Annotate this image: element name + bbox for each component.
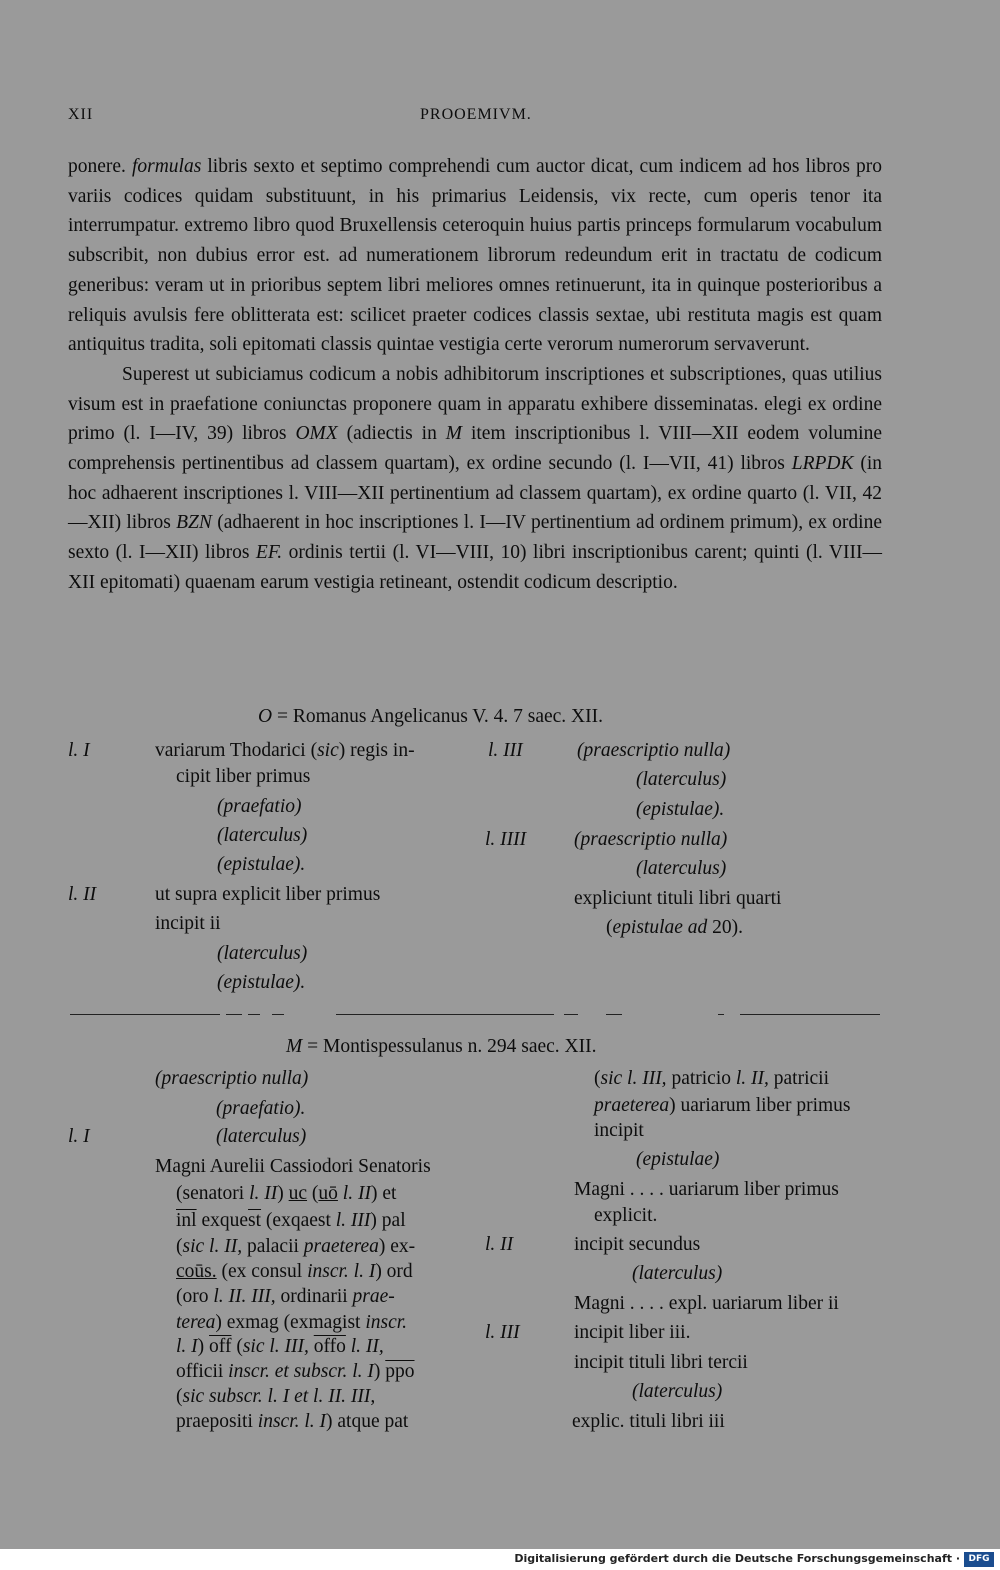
text-span: ) (277, 1183, 289, 1204)
text-span: (praescriptio nulla) (577, 740, 731, 761)
book-label (68, 1125, 90, 1149)
text-line (594, 1094, 851, 1118)
text-span: (praescriptio nulla) (574, 829, 728, 850)
text-span: palacii (242, 1236, 304, 1257)
text-span: (ex consul (216, 1261, 308, 1282)
text-span: ) (197, 1336, 210, 1357)
abbreviation: uc (288, 1183, 308, 1204)
text-span: ( (176, 1236, 183, 1257)
text-line (636, 1148, 719, 1172)
text-line (217, 853, 305, 877)
paragraph-2 (68, 360, 882, 598)
sigla: OMX (295, 423, 338, 445)
text-span: ) atque pat (326, 1411, 409, 1432)
text-line (594, 1067, 829, 1091)
text-line: Magni Aurelii Cassiodori Senatoris (155, 1156, 431, 1177)
book-label (68, 739, 90, 763)
text-span: (in hoc adhaerent inscriptiones l. VIII—XII pertinentium ad classem quartam), ex ordine quarto (l. VII, 42—XII) libros (68, 453, 882, 534)
text-span: sic (317, 740, 339, 761)
paragraph-1 (68, 152, 882, 360)
text-span: Superest ut subiciamus codicum a nobis adhibitorum inscriptiones et subscriptiones, quas utilius visum est in praefatione coniunctas proponere quam in apparatu exhibere disseminatas. elegi ex ordine primo (l. I—IV, 39) libros (68, 363, 882, 445)
text-line: explic. tituli libri iii (572, 1411, 725, 1432)
text-span: inscr. l. I (307, 1261, 376, 1282)
text-span: l. II (342, 1183, 371, 1204)
body-text (68, 152, 882, 598)
codex-o-heading (258, 706, 603, 728)
text-span: ) exmag (exmagist (215, 1312, 366, 1333)
text-span: item inscriptionibus l. VIII—XII eodem volumine comprehensis pertinentibus ad classem quartam), ex ordine secundo (l. I—VII, 41) libros (68, 423, 882, 475)
text-span: (laterculus) (632, 1381, 723, 1402)
text-span: ( (594, 1068, 601, 1089)
text-span: ) et (370, 1183, 397, 1204)
text-span: (laterculus) (216, 1126, 307, 1147)
abbreviation: $\overline{ppo}$ (385, 1361, 415, 1382)
text-line (216, 1097, 305, 1121)
text-span: (exqaest (261, 1210, 336, 1231)
text-span: l. II, (350, 1336, 384, 1357)
text-line (176, 1235, 415, 1259)
text-span: (epistulae). (217, 854, 306, 875)
text-span: l. III (335, 1210, 371, 1231)
text-span: inscr. et subscr. l. I (228, 1361, 374, 1382)
text-line: cipit liber primus (176, 766, 311, 787)
text-line: incipit liber iii. (574, 1322, 691, 1343)
text-span: ( (307, 1183, 319, 1204)
text-line: Magni . . . . expl. uariarum liber ii (574, 1293, 839, 1314)
text-line: incipit tituli libri tercii (574, 1352, 748, 1373)
text-span: l. II. III, (213, 1286, 276, 1307)
text-span: l. III (485, 1322, 520, 1343)
rule-gap (220, 1012, 226, 1018)
text-line (176, 1410, 408, 1434)
text-span: praepositi (176, 1411, 258, 1432)
abbreviation: $\overline{st}$ (248, 1210, 262, 1231)
text-line (176, 1360, 415, 1384)
rule-gap (242, 1012, 248, 1018)
text-span: inscr. (365, 1312, 408, 1333)
text-span: (epistulae) (636, 1149, 720, 1170)
codex-m-heading (286, 1036, 597, 1058)
text-span: sic subscr. l. I et l. II. III, (182, 1386, 376, 1407)
text-line (176, 1311, 407, 1335)
italic-span: formulas (131, 156, 202, 177)
text-span: l. II (485, 1234, 514, 1255)
text-line (217, 824, 307, 848)
text-line (176, 1260, 413, 1284)
text-span: libris sexto et septimo comprehendi cum auctor dicat, cum indicem ad hos libros pro variis codices quidam substituunt, in his primarius Leidensis, vix recte, cum operis tenor ita interrumpatur. extremo libro quod Bruxellensis ceteroquin huius partis princeps formularum vocabulum subscribit, non dubius error est. ad numerationem librorum redeundum erit in tractatu de codicum generibus: veram ut in prioribus septem libri meliores omnes retinuerunt, ita in quinque posterioribus a reliquis avulsis fere oblitterata est: scilicet praeter codices classis sextae, ubi restituta magis est quam antiquitus tradita, soli epitomati classis quintae vestigia certe verorum numerorum servaverunt. (68, 156, 882, 356)
text-span: (senatori (176, 1183, 250, 1204)
rule-gap (284, 1012, 336, 1018)
text-line (176, 1335, 384, 1359)
text-line (155, 1067, 308, 1091)
text-span: (oro (176, 1286, 214, 1307)
abbreviation: coūs. (176, 1261, 217, 1282)
text-line: expliciunt tituli libri quarti (574, 888, 782, 909)
footer-credit: Digitalisierung gefördert durch die Deutsche Forschungsgemeinschaft · (514, 1552, 960, 1565)
book-label (485, 828, 526, 852)
text-span: l. II, (735, 1068, 769, 1089)
text-span: ( (176, 1386, 183, 1407)
text-line (155, 739, 415, 763)
text-span: = (302, 1036, 323, 1057)
text-span: ordinarii (275, 1286, 353, 1307)
text-span: officii (176, 1361, 229, 1382)
sigla: O (258, 706, 273, 727)
text-span: (laterculus) (217, 825, 308, 846)
text-span: praeterea (594, 1095, 670, 1116)
text-span: l. IIII (485, 829, 527, 850)
text-span: l. II (249, 1183, 278, 1204)
text-span: praeterea (303, 1236, 379, 1257)
text-line (176, 1209, 406, 1233)
text-line: incipit secundus (574, 1234, 701, 1255)
sigla: M (286, 1036, 303, 1057)
sigla: LRPDK (791, 453, 854, 475)
abbreviation: $\overline{inl}$ (176, 1210, 197, 1231)
text-span: ) ord (375, 1261, 413, 1282)
text-span: ( (231, 1336, 243, 1357)
abbreviation: offo (313, 1336, 346, 1357)
abbreviation: uō (318, 1183, 338, 1204)
footer-bar (0, 1549, 1000, 1570)
text-span: prae- (352, 1286, 395, 1307)
text-span: sic l. II, (182, 1236, 243, 1257)
text-span: patricio (666, 1068, 736, 1089)
text-span: l. I (176, 1336, 198, 1357)
text-line (636, 798, 724, 822)
text-line (636, 857, 726, 881)
codex-name: Montispessulanus n. 294 saec. XII. (323, 1036, 597, 1057)
text-span: ordinis tertii (l. VI—VIII, 10) libri inscriptionibus carent; quinti (l. VIII—XII epitomati) quaenam earum vestigia retineant, ostendit codicum descriptio. (68, 542, 882, 593)
book-label (485, 1233, 513, 1257)
text-span: (laterculus) (217, 943, 308, 964)
text-span: variarum Thodarici ( (155, 740, 318, 761)
dfg-logo-icon: DFG (964, 1552, 994, 1567)
text-span: exque (196, 1210, 249, 1231)
text-span: ) (373, 1361, 386, 1382)
page-number: XII (68, 106, 94, 123)
text-line: incipit ii (155, 913, 221, 934)
rule-gap (578, 1012, 606, 1018)
text-line (176, 1285, 395, 1309)
text-line (217, 971, 305, 995)
rule-gap (260, 1012, 272, 1018)
text-line (577, 739, 730, 763)
text-line (217, 795, 301, 819)
text-line (217, 942, 307, 966)
text-span: ( (606, 917, 613, 938)
text-span: 20). (707, 917, 744, 938)
text-span: patricii (768, 1068, 830, 1089)
text-span: (laterculus) (632, 1263, 723, 1284)
text-span: epistulae ad (612, 917, 708, 938)
running-title: PROOEMIVM. (420, 106, 532, 123)
text-line (216, 1125, 306, 1149)
section-divider (70, 1014, 880, 1015)
text-line (176, 1182, 396, 1206)
text-span: inscr. l. I (257, 1411, 327, 1432)
codex-name: Romanus Angelicanus V. 4. 7 saec. XII. (292, 706, 603, 727)
text-span: (laterculus) (636, 769, 727, 790)
text-line (636, 768, 726, 792)
abbreviation: $\overline{off}$ (209, 1336, 232, 1357)
text-line: Magni . . . . uariarum liber primus (574, 1179, 839, 1200)
text-line (176, 1385, 375, 1409)
text-span: ponere. (68, 156, 132, 177)
text-line: incipit (594, 1120, 644, 1141)
text-span: (praefatio) (217, 796, 302, 817)
book-label (488, 739, 523, 763)
rule-gap (724, 1012, 740, 1018)
book-label (68, 883, 96, 907)
text-line (606, 916, 743, 940)
text-span: l. I (68, 740, 90, 761)
text-line (632, 1380, 722, 1404)
text-line (632, 1262, 722, 1286)
text-line (574, 828, 727, 852)
sigla: BZN (176, 512, 212, 534)
text-span: = (272, 706, 293, 727)
text-span: sic l. III, (600, 1068, 667, 1089)
text-span: (adiectis in (337, 423, 446, 445)
rule-gap (554, 1012, 564, 1018)
text-line: ut supra explicit liber primus (155, 884, 381, 905)
text-span: (laterculus) (636, 858, 727, 879)
text-span: ) uariarum liber primus (669, 1095, 851, 1116)
sigla: M (445, 423, 463, 445)
text-span: l. II (68, 884, 97, 905)
text-span: sic l. III, (242, 1336, 309, 1357)
text-span: l. I (68, 1126, 90, 1147)
sigla: EF. (255, 542, 283, 564)
text-span: (epistulae). (217, 972, 306, 993)
text-span: (epistulae). (636, 799, 725, 820)
text-span: (praefatio). (216, 1098, 306, 1119)
text-line: explicit. (594, 1205, 658, 1226)
text-span: (adhaerent in hoc inscriptiones l. I—IV pertinentium ad ordinem primum), ex ordine sexto (l. I—XII) libros (68, 512, 882, 564)
text-span: ) pal (370, 1210, 406, 1231)
text-span: ) regis in- (338, 740, 415, 761)
text-span: terea (176, 1312, 216, 1333)
book-label (485, 1321, 520, 1345)
rule-gap (622, 1012, 718, 1018)
text-span: l. III (488, 740, 523, 761)
text-span: ) ex- (378, 1236, 416, 1257)
text-span: (praescriptio nulla) (155, 1068, 309, 1089)
